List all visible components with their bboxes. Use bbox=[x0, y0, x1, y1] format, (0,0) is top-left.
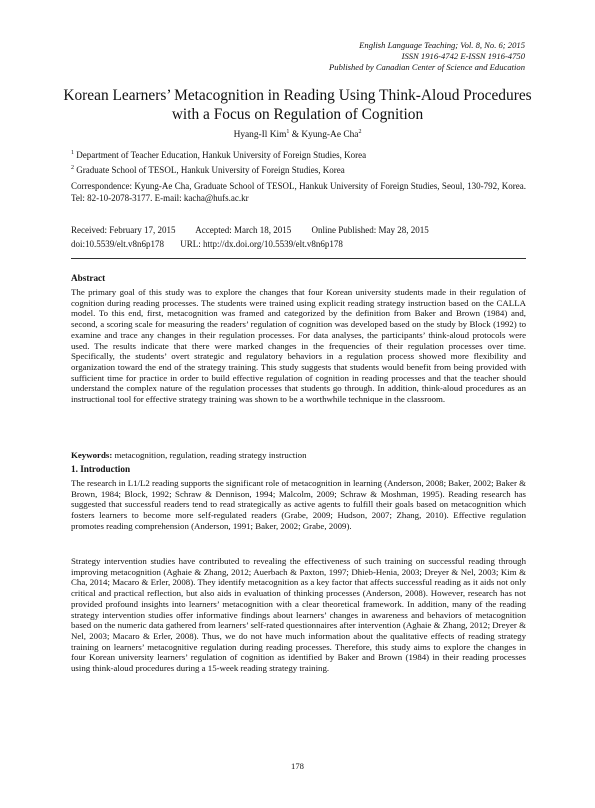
page-number: 178 bbox=[291, 761, 304, 771]
correspondence: Correspondence: Kyung-Ae Cha, Graduate School of TESOL, Hankuk University of Foreign Studies, Seoul, 130-792, Korea. Tel: 82-10-2078-3177. E-mail: kacha@hufs.ac.kr bbox=[71, 181, 526, 203]
journal-header bbox=[329, 40, 525, 73]
journal-publisher: Published by Canadian Center of Science and Education bbox=[329, 62, 525, 72]
introduction-paragraph: The research in L1/L2 reading supports the significant role of metacognition in learning (Anderson, 2008; Baker, 2002; Baker & Brown, 1984; Block, 1992; Schraw & Dennison, 1994; Malcolm, 2009; Schraw & Moshman, 1995). Reading research has suggested that successful readers tend to read strategically as active agents to fulfill their goals based on metacognition which fosters learners to become more self-regulated readers (Grabe, 2009; Hudson, 2007; Zhang, 2010). Effective regulation promotes reading comprehension (Anderson, 1991; Baker, 2002; Grabe, 2009). bbox=[71, 478, 526, 531]
affiliation-2 bbox=[71, 165, 345, 176]
affiliation-text: Department of Teacher Education, Hankuk University of Foreign Studies, Korea bbox=[76, 150, 367, 160]
received-date: Received: February 17, 2015 bbox=[71, 225, 176, 235]
affiliation-marker: 2 bbox=[358, 128, 362, 135]
affiliation-number: 1 bbox=[71, 150, 74, 156]
journal-citation: English Language Teaching; Vol. 8, No. 6; 2015 bbox=[359, 40, 525, 50]
journal-issn: ISSN 1916-4742 E-ISSN 1916-4750 bbox=[401, 51, 525, 61]
divider bbox=[71, 258, 526, 259]
affiliation-number: 2 bbox=[71, 165, 74, 171]
affiliation-1 bbox=[71, 150, 366, 161]
author-name: Hyang-Il Kim bbox=[233, 130, 287, 140]
author-name: Kyung-Ae Cha bbox=[301, 130, 359, 140]
author-separator: & bbox=[289, 130, 302, 140]
affiliation-marker: 1 bbox=[286, 128, 290, 135]
author-line bbox=[0, 130, 595, 140]
keywords-text: metacognition, regulation, reading strategy instruction bbox=[112, 450, 307, 460]
keywords bbox=[71, 450, 526, 460]
article-title: Korean Learners’ Metacognition in Reading Using Think-Aloud Procedures with a Focus on Regulation of Cognition bbox=[63, 87, 532, 123]
keywords-label: Keywords: bbox=[71, 450, 113, 460]
article-dates bbox=[71, 225, 447, 235]
abstract-heading: Abstract bbox=[71, 273, 106, 283]
introduction-paragraph: Strategy intervention studies have contributed to revealing the effectiveness of such training on successful reading through improving metacognition (Aghaie & Zhang, 2012; Auerbach & Paxton, 1997; Dhieb-Henia, 2003; Dreyer & Nel, 2003; Kim & Cha, 2014; Macaro & Erler, 2008). They identify metacognition as a key factor that affects successful reading as it aids not only critical and practical reflection, but also aids in evaluation of thinking processes (Anderson, 2008). However, research has not provided profound insights into learners’ metacognition with a clear theoretical framework. In addition, many of the reading strategy intervention studies offer informative findings about learners’ changes in awareness and behaviors of metacognition based on the numeric data gathered from learners’ self-rated questionnaires after intervention (Aghaie & Zhang, 2012; Dreyer & Nel, 2003; Macaro & Erler, 2008). Thus, we do not have much information about the qualitative effects of reading strategy training on learners’ metacognitive regulation during reading processes. Therefore, this study aims to explore the changes in four Korean university learners’ regulation of cognition as identified by Baker and Brown (1984) in their reading processes using think-aloud procedures during a 15-week reading strategy training. bbox=[71, 556, 526, 674]
doi-url[interactable]: URL: http://dx.doi.org/10.5539/elt.v8n6p178 bbox=[180, 239, 343, 249]
doi: doi:10.5539/elt.v8n6p178 bbox=[71, 239, 164, 249]
published-date: Online Published: May 28, 2015 bbox=[311, 225, 429, 235]
abstract-text: The primary goal of this study was to explore the changes that four Korean university students made in their regulation of cognition during reading processes. The students were trained using explicit reading strategy instruction based on the CALLA model. To this end, first, metacognition was framed and categorized by the definition from Baker and Brown (1984) and, second, a scoring scale for measuring the readers’ regulation of cognition was developed based on the study by Block (1992) to examine and trace any changes in their regulation processes. For data analyses, the participants’ think-aloud protocols were used. The results indicate that there were marked changes in the frequencies of their regulation processes over time. Specifically, the students’ overt strategic and regulatory behaviors in a regulation process showed more flexibility and organization toward the end of the strategy training. This study suggests that students would benefit from being provided with sufficient time for practice in order to build effective regulation of cognition in reading processes and that the teacher should understand the complex nature of the regulation processes that students go through. In addition, think-aloud procedures as an instructional tool for effective strategy training was shown to be a worthwhile technique in the classroom. bbox=[71, 287, 526, 405]
affiliation-text: Graduate School of TESOL, Hankuk University of Foreign Studies, Korea bbox=[76, 165, 345, 175]
doi-line bbox=[71, 239, 357, 249]
introduction-heading: 1. Introduction bbox=[71, 464, 131, 474]
accepted-date: Accepted: March 18, 2015 bbox=[195, 225, 292, 235]
